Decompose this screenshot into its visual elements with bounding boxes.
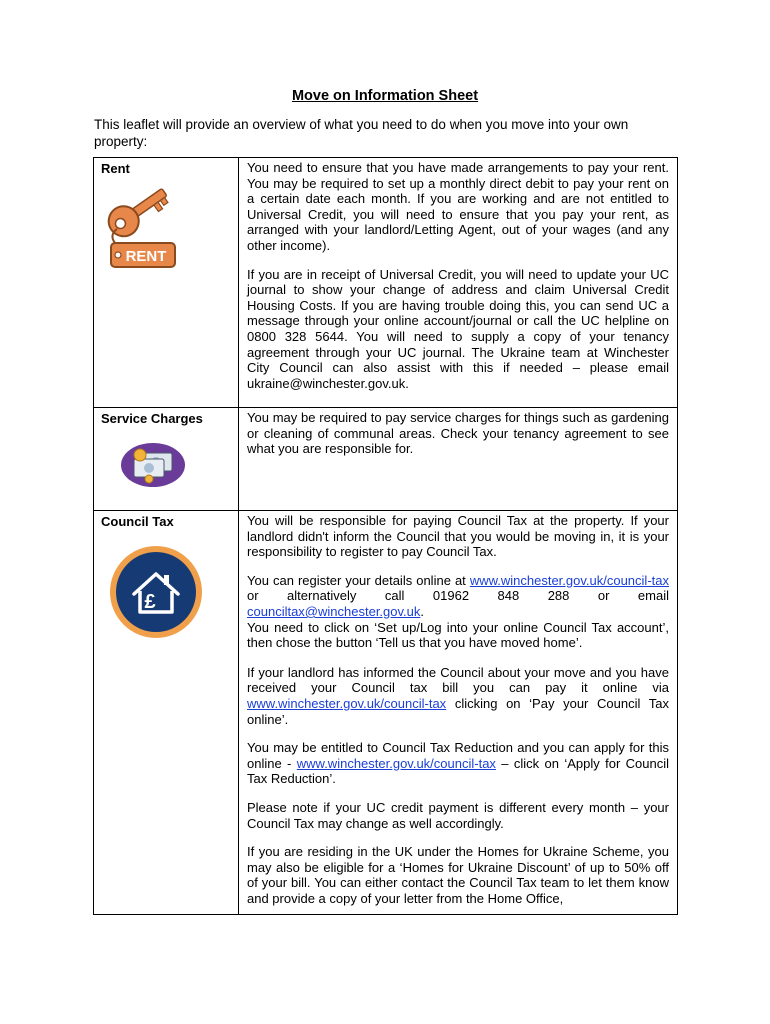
table-row-council-tax bbox=[94, 511, 678, 915]
council-text-cell bbox=[239, 511, 678, 915]
service-text-cell bbox=[239, 408, 678, 511]
council-p2-text-c: . bbox=[420, 603, 424, 619]
council-tax-label: Council Tax bbox=[101, 514, 174, 529]
svg-text:£: £ bbox=[144, 590, 156, 613]
council-tax-link-3[interactable]: www.winchester.gov.uk/council-tax bbox=[296, 755, 496, 771]
table-row-rent bbox=[94, 158, 678, 408]
council-p3-text-b: clicking on ‘Pay your Council Tax online’. bbox=[247, 695, 669, 727]
council-paragraph-3 bbox=[247, 665, 669, 727]
council-tax-link-2[interactable]: www.winchester.gov.uk/council-tax bbox=[247, 695, 447, 711]
rent-label-cell bbox=[94, 158, 239, 408]
council-p4-text-b: – click on ‘Apply for Council Tax Reduction’. bbox=[247, 755, 669, 787]
council-paragraph-4 bbox=[247, 740, 669, 787]
council-paragraph-6: If you are residing in the UK under the Homes for Ukraine Scheme, you may also be eligible for a ‘Homes for Ukraine Discount’ of up to 50% off of your bill. You can either contact the Council Tax team to let them know and provide a copy of your letter from the Home Office, bbox=[247, 844, 669, 906]
council-p4-text-a: You may be entitled to Council Tax Reduction and you can apply for this online - bbox=[247, 740, 669, 771]
service-label-cell bbox=[94, 408, 239, 511]
council-p2-text-a: You can register your details online at bbox=[247, 572, 470, 588]
rent-text-cell bbox=[239, 158, 678, 408]
rent-paragraph-1: You need to ensure that you have made arrangements to pay your rent. You may be required to set up a monthly direct debit to pay your rent on a certain date each month. If you are working and are not entitled to Universal Credit, you will need to ensure that you pay your rent, as arranged with your landlord/Letting Agent, out of your wages (and any other income). bbox=[247, 160, 669, 253]
page-title: Move on Information Sheet bbox=[291, 88, 479, 104]
council-paragraph-2 bbox=[247, 573, 669, 651]
info-table bbox=[93, 157, 678, 915]
council-tax-link-1[interactable]: www.winchester.gov.uk/council-tax bbox=[469, 572, 669, 588]
council-paragraph-5: Please note if your UC credit payment is different every month – your Council Tax may change as well accordingly. bbox=[247, 799, 669, 831]
council-tax-house-icon bbox=[108, 544, 204, 640]
council-p2-text-b: or alternatively call 01962 848 288 or email bbox=[247, 588, 669, 604]
council-label-cell bbox=[94, 511, 239, 915]
council-paragraph-1: You will be responsible for paying Council Tax at the property. If your landlord didn't inform the Council that you would be moving in, it is your responsibility to register to pay Council Tax. bbox=[247, 513, 669, 560]
table-row-service-charges bbox=[94, 408, 678, 511]
service-paragraph-1: You may be required to pay service charges for things such as gardening or cleaning of communal areas. Check your tenancy agreement to see what you are responsible for. bbox=[247, 410, 669, 457]
council-tax-email-link[interactable]: counciltax@winchester.gov.uk bbox=[247, 603, 421, 619]
rent-key-icon bbox=[101, 185, 181, 275]
intro-text: This leaflet will provide an overview of what you need to do when you move into your own property: bbox=[94, 117, 629, 149]
council-p3-text-a: If your landlord has informed the Council about your move and you have received your Council tax bill you can pay it online via bbox=[247, 664, 669, 696]
service-charges-label: Service Charges bbox=[101, 411, 203, 426]
council-p2-text-d: You need to click on ‘Set up/Log into your online Council Tax account’, then chose the button ‘Tell us that you have moved home’. bbox=[247, 619, 669, 651]
service-charges-icon bbox=[118, 435, 188, 495]
rent-label: Rent bbox=[101, 161, 130, 176]
rent-icon-text: RENT bbox=[125, 247, 167, 265]
rent-paragraph-2: If you are in receipt of Universal Credit, you will need to update your UC journal to show your change of address and claim Universal Credit Housing Costs. If you are having trouble doing this, you can send UC a message through your online account/journal or call the UC helpline on 0800 328 5644. You will need to supply a copy of your tenancy agreement through your UC journal. The Ukraine team at Winchester City Council can also assist with this if needed – please email ukraine@winchester.gov.uk. bbox=[247, 266, 669, 391]
